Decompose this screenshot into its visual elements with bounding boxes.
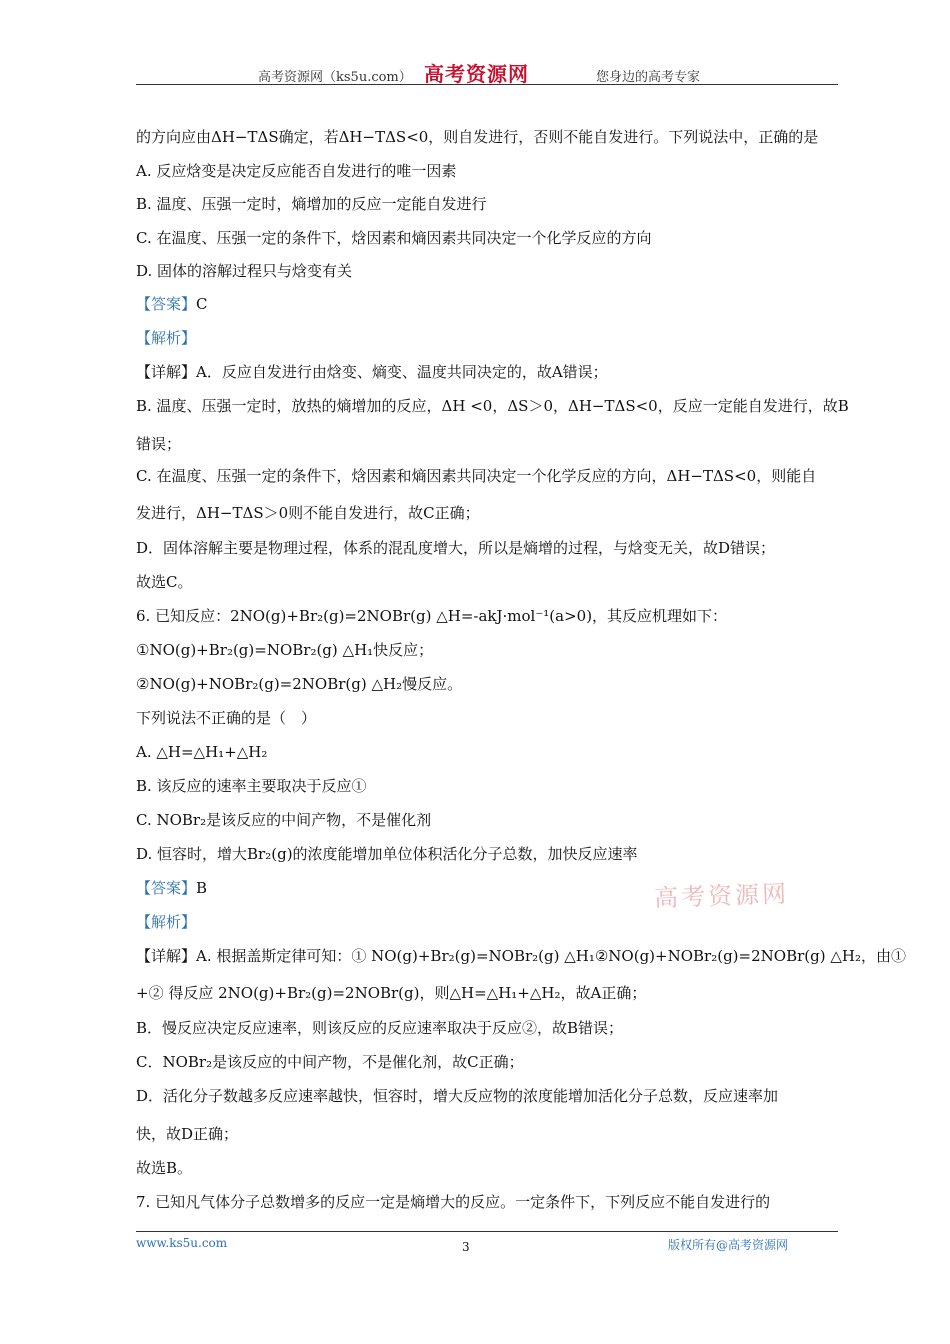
footer-copyright: 版权所有@高考资源网 xyxy=(668,1238,789,1252)
footer-link[interactable]: www.ks5u.com xyxy=(136,1236,228,1250)
answer-line xyxy=(136,878,207,898)
answer-value: B xyxy=(196,879,208,897)
option-d: D. 恒容时，增大Br₂(g)的浓度能增加单位体积活化分子总数，加快反应速率 xyxy=(136,845,638,863)
text-line: 的方向应由ΔH−TΔS确定，若ΔH−TΔS<0，则自发进行，否则不能自发进行。下列说法中，正确的是 xyxy=(136,128,819,146)
detail-line: 错误； xyxy=(136,435,182,453)
answer-line xyxy=(136,294,208,314)
detail-line: C. 在温度、压强一定的条件下，焓因素和熵因素共同决定一个化学反应的方向，ΔH−TΔS<0，则能自 xyxy=(136,467,817,485)
detail-line: 【详解】A．反应自发进行由焓变、熵变、温度共同决定的，故A错误； xyxy=(136,363,608,381)
answer-label: 【答案】 xyxy=(136,879,197,897)
detail-line: 发进行，ΔH−TΔS＞0则不能自发进行，故C正确； xyxy=(136,504,480,522)
detail-line: D．固体溶解主要是物理过程，体系的混乱度增大，所以是熵增的过程，与焓变无关，故D错误； xyxy=(136,539,776,557)
option-b: B. 该反应的速率主要取决于反应① xyxy=(136,777,367,795)
option-d: D. 固体的溶解过程只与焓变有关 xyxy=(136,262,353,280)
page-number: 3 xyxy=(462,1240,470,1254)
detail-line: 快，故D正确； xyxy=(136,1125,239,1143)
option-a: A. △H=△H₁+△H₂ xyxy=(136,743,268,761)
question-6: 6. 已知反应：2NO(g)+Br₂(g)=2NOBr(g) △H=-akJ·mol⁻¹(a>0)，其反应机理如下： xyxy=(136,607,728,625)
detail-line: B. 温度、压强一定时，放热的熵增加的反应，ΔH <0，ΔS＞0，ΔH−TΔS<0，反应一定能自发进行，故B xyxy=(136,397,849,415)
answer-value: C xyxy=(196,295,208,313)
footer-divider xyxy=(136,1231,838,1232)
analysis-label: 【解析】 xyxy=(136,329,197,347)
header-slogan: 您身边的高考专家 xyxy=(596,70,701,85)
detail-line: D．活化分子数越多反应速率越快，恒容时，增大反应物的浓度能增加活化分子总数，反应速率加 xyxy=(136,1087,779,1105)
detail-line: B．慢反应决定反应速率，则该反应的反应速率取决于反应②，故B错误； xyxy=(136,1019,624,1037)
detail-line: 故选C。 xyxy=(136,573,193,591)
analysis-label: 【解析】 xyxy=(136,913,197,931)
detail-line: 【详解】A. 根据盖斯定律可知：① NO(g)+Br₂(g)=NOBr₂(g) △H₁②NO(g)+NOBr₂(g)=2NOBr(g) △H₂，由① xyxy=(136,947,906,965)
page-header xyxy=(136,62,838,85)
mechanism-step-1: ①NO(g)+Br₂(g)=NOBr₂(g) △H₁快反应； xyxy=(136,641,434,659)
watermark: 高考资源网 xyxy=(653,879,790,913)
answer-label: 【答案】 xyxy=(136,295,197,313)
question-7: 7. 已知凡气体分子总数增多的反应一定是熵增大的反应。一定条件下，下列反应不能自发进行的 xyxy=(136,1193,771,1211)
question-prompt: 下列说法不正确的是（ ） xyxy=(136,709,317,727)
detail-line: 故选B。 xyxy=(136,1159,193,1177)
option-c: C. 在温度、压强一定的条件下，焓因素和熵因素共同决定一个化学反应的方向 xyxy=(136,229,652,247)
option-b: B. 温度、压强一定时，熵增加的反应一定能自发进行 xyxy=(136,195,487,213)
option-a: A. 反应焓变是决定反应能否自发进行的唯一因素 xyxy=(136,162,457,180)
header-site[interactable]: 高考资源网（ks5u.com） xyxy=(258,70,412,85)
option-c: C. NOBr₂是该反应的中间产物，不是催化剂 xyxy=(136,811,432,829)
detail-line: C．NOBr₂是该反应的中间产物，不是催化剂，故C正确； xyxy=(136,1053,524,1071)
detail-line: +② 得反应 2NO(g)+Br₂(g)=2NOBr(g)，则△H=△H₁+△H₂，故A正确； xyxy=(136,984,647,1002)
header-logo: 高考资源网 xyxy=(424,62,529,86)
mechanism-step-2: ②NO(g)+NOBr₂(g)=2NOBr(g) △H₂慢反应。 xyxy=(136,675,463,693)
